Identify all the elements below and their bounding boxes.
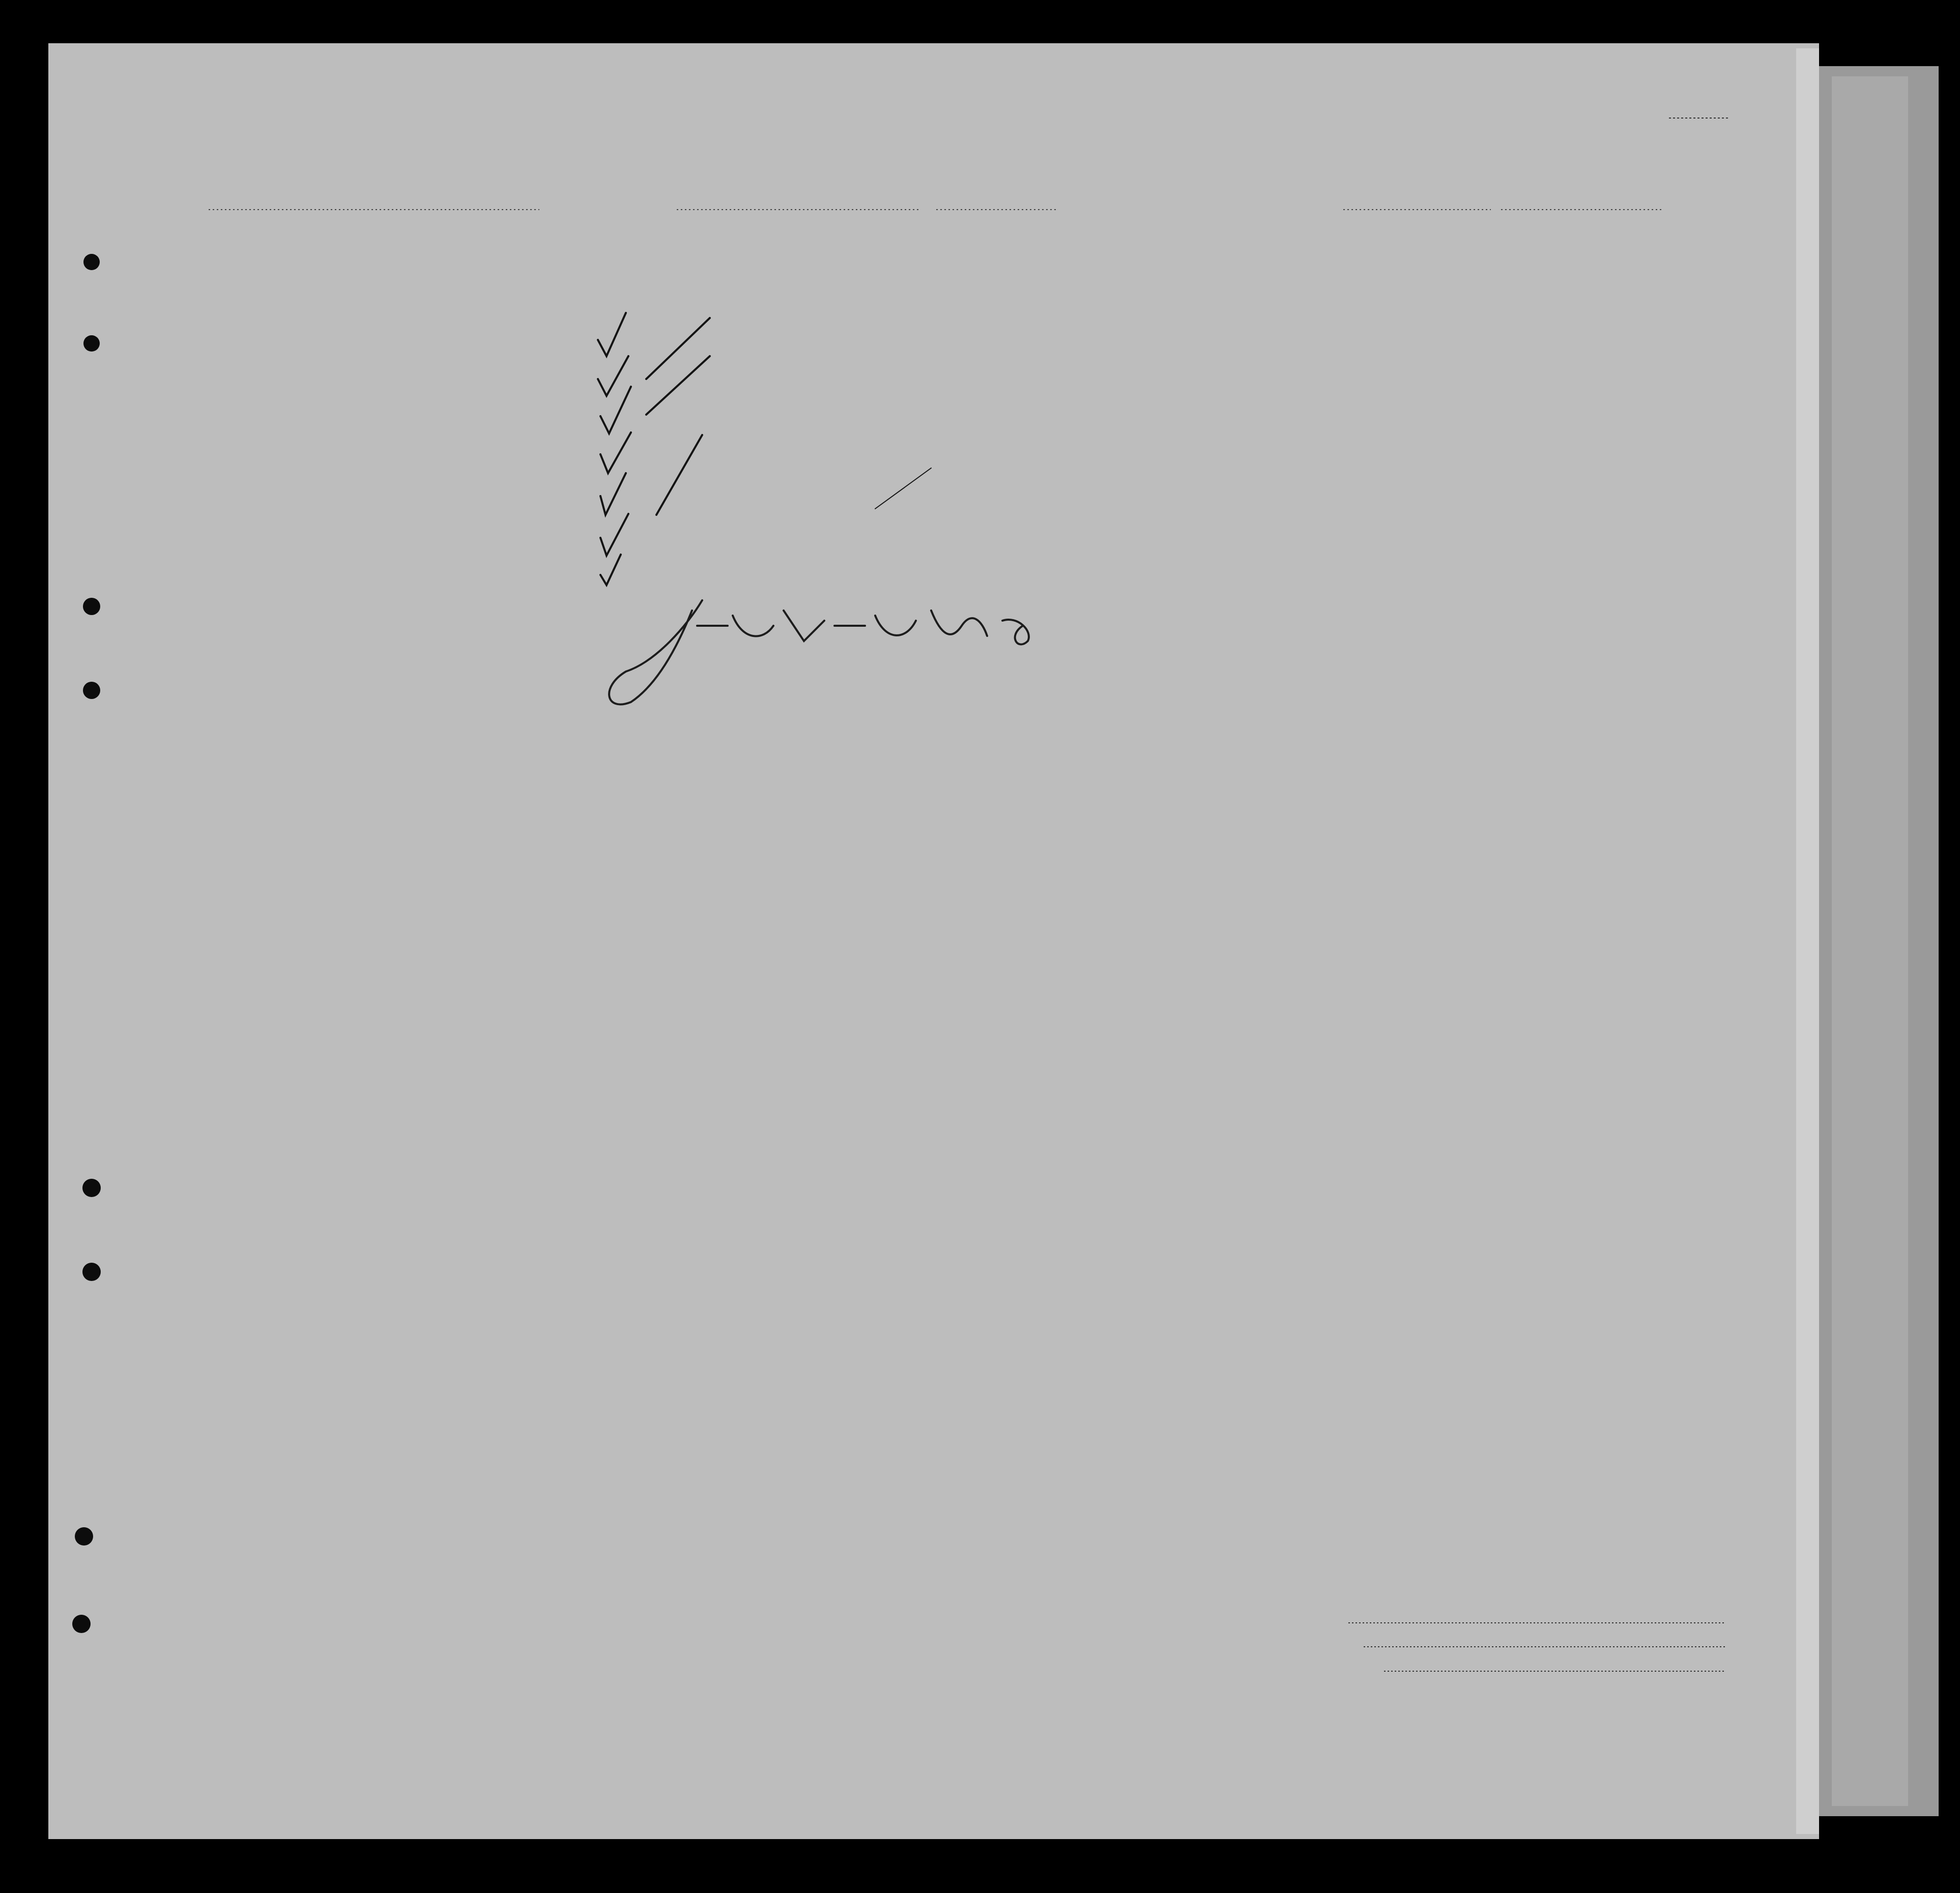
underlying-page-edge-2 <box>1832 76 1908 1806</box>
punch-hole <box>82 1263 101 1281</box>
punch-hole <box>75 1527 93 1546</box>
punch-hole <box>83 335 100 352</box>
punch-hole <box>72 1615 91 1633</box>
punch-hole <box>82 1179 101 1197</box>
punch-hole <box>83 598 100 615</box>
punch-hole <box>83 682 100 699</box>
paper-right-margin <box>1796 48 1819 1834</box>
punch-hole <box>83 254 100 270</box>
paper-sheet <box>48 43 1819 1839</box>
